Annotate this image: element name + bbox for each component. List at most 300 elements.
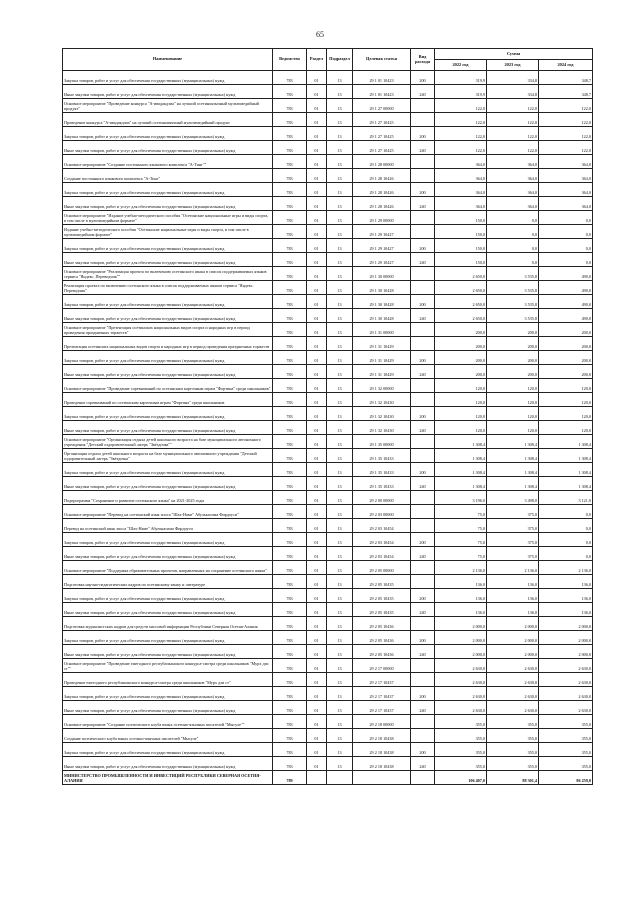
cell-name: Перевод на осетинский язык эпоса "Шах-Наме" Абулькасима Фирдоуси bbox=[63, 519, 273, 533]
cell-ved: 783 bbox=[273, 393, 307, 407]
cell-2024: 200,0 bbox=[539, 351, 593, 365]
cell-2023: 375,0 bbox=[487, 505, 539, 519]
cell-2023: 1 308,4 bbox=[487, 449, 539, 463]
table-row bbox=[63, 351, 593, 365]
cell-razdel: 01 bbox=[307, 239, 327, 253]
cell-podrazdel: 13 bbox=[327, 757, 353, 771]
table-row bbox=[63, 505, 593, 519]
cell-vr: 240 bbox=[411, 603, 435, 617]
cell-2023: 0,0 bbox=[487, 225, 539, 239]
cell-razdel: 01 bbox=[307, 127, 327, 141]
cell-name: Закупка товаров, работ и услуг для обеспечения государственных (муниципальных) нужд bbox=[63, 463, 273, 477]
cell-2022: 200,0 bbox=[435, 351, 487, 365]
cell-2022: 2 630,0 bbox=[435, 659, 487, 673]
table-row bbox=[63, 645, 593, 659]
cell-razdel: 01 bbox=[307, 729, 327, 743]
cell-vr bbox=[411, 267, 435, 281]
cell-ved: 783 bbox=[273, 477, 307, 491]
cell-2022: 355,0 bbox=[435, 757, 487, 771]
cell-ved: 783 bbox=[273, 127, 307, 141]
cell-2022: 2 136,0 bbox=[435, 561, 487, 575]
cell-cs: 29 1 27 10425 bbox=[353, 141, 411, 155]
cell-ved: 783 bbox=[273, 99, 307, 113]
cell-name: Основное мероприятие "Перевод на осетинский язык эпоса "Шах-Наме" Абулькасима Фирдоуси" bbox=[63, 505, 273, 519]
cell-podrazdel: 13 bbox=[327, 533, 353, 547]
cell-name: Основное мероприятие "Организация отдыха детей школьного возраста на базе муниципального автономного учреждения "Детский оздоровительный лагерь "Звёздочка"" bbox=[63, 435, 273, 449]
cell-vr bbox=[411, 715, 435, 729]
header-name: Наименование bbox=[63, 49, 273, 71]
cell-ved: 783 bbox=[273, 71, 307, 85]
cell-ved: 783 bbox=[273, 281, 307, 295]
cell-razdel: 01 bbox=[307, 71, 327, 85]
cell-name: Проведение конкурса "А-ивадакдзиа" на лучший осетиноязычный мультимедийный продукт bbox=[63, 113, 273, 127]
cell-name: Иные закупки товаров, работ и услуг для обеспечения государственных (муниципальных) нужд bbox=[63, 85, 273, 99]
cell-razdel: 01 bbox=[307, 183, 327, 197]
table-row bbox=[63, 113, 593, 127]
cell-2024: 348,7 bbox=[539, 71, 593, 85]
cell-name: Создание поэтического клуба юных осетино-язычных писателей "Мысуле" bbox=[63, 729, 273, 743]
cell-podrazdel: 13 bbox=[327, 337, 353, 351]
cell-2024: 2 000,0 bbox=[539, 617, 593, 631]
cell-2024: 3 121,0 bbox=[539, 491, 593, 505]
cell-2022: 364,0 bbox=[435, 197, 487, 211]
cell-cs: 29 1 29 10427 bbox=[353, 253, 411, 267]
cell-name: Презентация осетинских национальных видов спорта и народных игр в период проведения праздничных торжеств bbox=[63, 337, 273, 351]
cell-razdel: 01 bbox=[307, 155, 327, 169]
cell-2022: 150,0 bbox=[435, 253, 487, 267]
cell-2024: 122,0 bbox=[539, 99, 593, 113]
cell-podrazdel: 13 bbox=[327, 715, 353, 729]
cell-2023: 364,0 bbox=[487, 183, 539, 197]
header-2024: 2024 год bbox=[539, 60, 593, 71]
cell-2024: 0,0 bbox=[539, 225, 593, 239]
table-row bbox=[63, 673, 593, 687]
cell-vr: 200 bbox=[411, 687, 435, 701]
table-row bbox=[63, 463, 593, 477]
cell-2023: 355,0 bbox=[487, 757, 539, 771]
table-row bbox=[63, 407, 593, 421]
cell-podrazdel: 13 bbox=[327, 421, 353, 435]
cell-podrazdel: 13 bbox=[327, 645, 353, 659]
table-row bbox=[63, 309, 593, 323]
table-row bbox=[63, 141, 593, 155]
table-row bbox=[63, 337, 593, 351]
cell-razdel: 01 bbox=[307, 197, 327, 211]
cell-name: Основное мероприятие "Презентация осетинских национальных видов спорта и народных игр в период проведения праздничных торжеств" bbox=[63, 323, 273, 337]
header-summa: Сумма bbox=[435, 49, 593, 60]
cell-podrazdel: 13 bbox=[327, 85, 353, 99]
cell-podrazdel: 13 bbox=[327, 603, 353, 617]
cell-razdel: 01 bbox=[307, 99, 327, 113]
cell-podrazdel: 13 bbox=[327, 659, 353, 673]
table-row bbox=[63, 393, 593, 407]
cell-name: Иные закупки товаров, работ и услуг для обеспечения государственных (муниципальных) нужд bbox=[63, 421, 273, 435]
cell-cs: 29 2 03 10454 bbox=[353, 533, 411, 547]
cell-razdel: 01 bbox=[307, 379, 327, 393]
cell-vr bbox=[411, 225, 435, 239]
cell-vr bbox=[411, 113, 435, 127]
header-vr: Вид расхода bbox=[411, 49, 435, 71]
cell-2022: 2 630,0 bbox=[435, 687, 487, 701]
cell-podrazdel: 13 bbox=[327, 169, 353, 183]
cell-name: Основное мероприятие "Реализация проекта по включению осетинского языка в список поддерживаемых языков сервиса "Яндекс. Переводчик"" bbox=[63, 267, 273, 281]
table-row bbox=[63, 631, 593, 645]
cell-ved: 783 bbox=[273, 533, 307, 547]
cell-ved: 783 bbox=[273, 491, 307, 505]
cell-2024: 1 308,4 bbox=[539, 435, 593, 449]
cell-name: Подготовка журналистских кадров для средств массовой информации Республики Северная Осетия-Алания bbox=[63, 617, 273, 631]
cell-ved: 783 bbox=[273, 561, 307, 575]
cell-2024: 2 630,0 bbox=[539, 673, 593, 687]
cell-podrazdel: 13 bbox=[327, 519, 353, 533]
cell-cs: 29 2 05 10435 bbox=[353, 589, 411, 603]
cell-cs: 29 1 01 10423 bbox=[353, 85, 411, 99]
cell-razdel: 01 bbox=[307, 141, 327, 155]
table-row bbox=[63, 659, 593, 673]
cell-2023: 2 000,0 bbox=[487, 631, 539, 645]
cell-vr: 200 bbox=[411, 407, 435, 421]
cell-razdel: 01 bbox=[307, 337, 327, 351]
cell-razdel: 01 bbox=[307, 477, 327, 491]
cell-razdel: 01 bbox=[307, 533, 327, 547]
cell-2024: 490,0 bbox=[539, 281, 593, 295]
cell-2024: 200,0 bbox=[539, 337, 593, 351]
cell-2023: 3 535,8 bbox=[487, 309, 539, 323]
cell-2022: 1 308,4 bbox=[435, 435, 487, 449]
cell-name: Закупка товаров, работ и услуг для обеспечения государственных (муниципальных) нужд bbox=[63, 239, 273, 253]
cell-2023: 122,0 bbox=[487, 141, 539, 155]
cell-cs: 29 1 27 10425 bbox=[353, 113, 411, 127]
cell-2022: 122,0 bbox=[435, 113, 487, 127]
cell-cs: 29 1 35 00000 bbox=[353, 435, 411, 449]
cell-name: Иные закупки товаров, работ и услуг для обеспечения государственных (муниципальных) нужд bbox=[63, 757, 273, 771]
cell-ved: 783 bbox=[273, 169, 307, 183]
cell-razdel: 01 bbox=[307, 603, 327, 617]
cell-ved: 783 bbox=[273, 337, 307, 351]
table-row bbox=[63, 715, 593, 729]
cell-cs bbox=[353, 771, 411, 785]
cell-2022: 319,9 bbox=[435, 85, 487, 99]
table-row bbox=[63, 449, 593, 463]
cell-razdel: 01 bbox=[307, 253, 327, 267]
cell-2022: 150,0 bbox=[435, 211, 487, 225]
cell-2024: 0,0 bbox=[539, 505, 593, 519]
cell-ved: 783 bbox=[273, 743, 307, 757]
cell-cs: 29 1 28 00000 bbox=[353, 155, 411, 169]
cell-2023: 2 630,0 bbox=[487, 701, 539, 715]
cell-2024: 122,0 bbox=[539, 141, 593, 155]
table-row bbox=[63, 701, 593, 715]
cell-2022: 2 000,0 bbox=[435, 645, 487, 659]
cell-ved: 783 bbox=[273, 715, 307, 729]
cell-2023: 1 308,4 bbox=[487, 477, 539, 491]
cell-name: Создание постоянного языкового комплекса "А-Тинг" bbox=[63, 169, 273, 183]
cell-vr: 240 bbox=[411, 85, 435, 99]
cell-razdel: 01 bbox=[307, 743, 327, 757]
cell-name: Основное мероприятие "Проведение ежегодного республиканского конкурса-смотра среди школьников "Мурх дзи ст"" bbox=[63, 659, 273, 673]
cell-2022: 75,0 bbox=[435, 547, 487, 561]
cell-2024: 355,0 bbox=[539, 729, 593, 743]
cell-cs: 29 2 05 10436 bbox=[353, 631, 411, 645]
cell-2023: 2 000,0 bbox=[487, 645, 539, 659]
cell-ved: 783 bbox=[273, 701, 307, 715]
cell-cs: 29 1 29 10427 bbox=[353, 225, 411, 239]
cell-ved: 783 bbox=[273, 295, 307, 309]
cell-2023: 200,0 bbox=[487, 323, 539, 337]
table-row bbox=[63, 771, 593, 785]
table-row bbox=[63, 239, 593, 253]
table-row bbox=[63, 729, 593, 743]
cell-vr: 240 bbox=[411, 253, 435, 267]
cell-razdel: 01 bbox=[307, 85, 327, 99]
cell-cs: 29 1 27 00000 bbox=[353, 99, 411, 113]
cell-ved: 783 bbox=[273, 421, 307, 435]
cell-2024: 2 000,0 bbox=[539, 645, 593, 659]
cell-podrazdel: 13 bbox=[327, 253, 353, 267]
cell-2022: 120,0 bbox=[435, 407, 487, 421]
table-row bbox=[63, 71, 593, 85]
cell-cs: 29 1 35 10433 bbox=[353, 449, 411, 463]
cell-cs: 29 2 05 10436 bbox=[353, 617, 411, 631]
cell-cs: 29 2 00 00000 bbox=[353, 491, 411, 505]
cell-vr: 240 bbox=[411, 645, 435, 659]
cell-2022: 355,0 bbox=[435, 743, 487, 757]
cell-name: Иные закупки товаров, работ и услуг для обеспечения государственных (муниципальных) нужд bbox=[63, 477, 273, 491]
cell-2024: 136,0 bbox=[539, 589, 593, 603]
table-row bbox=[63, 421, 593, 435]
table-row bbox=[63, 225, 593, 239]
cell-podrazdel: 13 bbox=[327, 547, 353, 561]
cell-vr bbox=[411, 449, 435, 463]
cell-ved: 783 bbox=[273, 197, 307, 211]
cell-2023: 355,0 bbox=[487, 743, 539, 757]
cell-vr bbox=[411, 491, 435, 505]
cell-2022: 120,0 bbox=[435, 393, 487, 407]
cell-2024: 355,0 bbox=[539, 757, 593, 771]
cell-2023: 375,0 bbox=[487, 547, 539, 561]
cell-2024: 1 308,4 bbox=[539, 463, 593, 477]
cell-podrazdel: 13 bbox=[327, 71, 353, 85]
cell-podrazdel: 13 bbox=[327, 267, 353, 281]
cell-vr: 200 bbox=[411, 351, 435, 365]
cell-podrazdel: 13 bbox=[327, 323, 353, 337]
cell-vr: 200 bbox=[411, 743, 435, 757]
cell-2023: 136,0 bbox=[487, 589, 539, 603]
cell-podrazdel: 13 bbox=[327, 393, 353, 407]
cell-podrazdel: 13 bbox=[327, 113, 353, 127]
cell-2023: 0,0 bbox=[487, 211, 539, 225]
cell-cs: 29 1 31 00000 bbox=[353, 323, 411, 337]
cell-razdel: 01 bbox=[307, 407, 327, 421]
table-row bbox=[63, 561, 593, 575]
cell-2022: 106 407,0 bbox=[435, 771, 487, 785]
cell-cs: 29 1 32 10430 bbox=[353, 393, 411, 407]
cell-cs: 29 1 30 10428 bbox=[353, 281, 411, 295]
cell-cs: 29 1 31 10429 bbox=[353, 351, 411, 365]
cell-razdel: 01 bbox=[307, 309, 327, 323]
cell-cs: 29 2 05 10435 bbox=[353, 603, 411, 617]
cell-2022: 2 630,0 bbox=[435, 673, 487, 687]
cell-ved: 783 bbox=[273, 603, 307, 617]
cell-2023: 200,0 bbox=[487, 337, 539, 351]
cell-cs: 29 2 05 00000 bbox=[353, 561, 411, 575]
cell-2023: 3 535,8 bbox=[487, 267, 539, 281]
cell-cs: 29 1 31 10429 bbox=[353, 365, 411, 379]
cell-2024: 355,0 bbox=[539, 715, 593, 729]
cell-name: Закупка товаров, работ и услуг для обеспечения государственных (муниципальных) нужд bbox=[63, 351, 273, 365]
cell-podrazdel: 13 bbox=[327, 295, 353, 309]
cell-2024: 490,0 bbox=[539, 267, 593, 281]
cell-podrazdel: 13 bbox=[327, 561, 353, 575]
cell-podrazdel: 13 bbox=[327, 379, 353, 393]
cell-2022: 200,0 bbox=[435, 337, 487, 351]
cell-2022: 200,0 bbox=[435, 365, 487, 379]
cell-2022: 2 000,0 bbox=[435, 617, 487, 631]
table-row bbox=[63, 281, 593, 295]
cell-name: Иные закупки товаров, работ и услуг для обеспечения государственных (муниципальных) нужд bbox=[63, 701, 273, 715]
cell-ved: 783 bbox=[273, 645, 307, 659]
page-number: 65 bbox=[316, 30, 324, 39]
cell-cs: 29 1 29 10427 bbox=[353, 239, 411, 253]
cell-2023: 122,0 bbox=[487, 99, 539, 113]
cell-cs: 29 2 18 10438 bbox=[353, 729, 411, 743]
cell-2024: 2 630,0 bbox=[539, 659, 593, 673]
cell-2024: 364,0 bbox=[539, 169, 593, 183]
cell-ved: 783 bbox=[273, 407, 307, 421]
cell-2022: 1 308,4 bbox=[435, 449, 487, 463]
cell-cs: 29 1 32 00000 bbox=[353, 379, 411, 393]
cell-ved: 783 bbox=[273, 589, 307, 603]
cell-2023: 364,0 bbox=[487, 197, 539, 211]
cell-podrazdel: 13 bbox=[327, 463, 353, 477]
cell-2023: 136,0 bbox=[487, 575, 539, 589]
cell-ved: 783 bbox=[273, 435, 307, 449]
cell-razdel: 01 bbox=[307, 463, 327, 477]
table-row bbox=[63, 183, 593, 197]
cell-razdel: 01 bbox=[307, 113, 327, 127]
cell-podrazdel: 13 bbox=[327, 477, 353, 491]
cell-podrazdel: 13 bbox=[327, 743, 353, 757]
cell-2022: 364,0 bbox=[435, 169, 487, 183]
cell-2023: 355,0 bbox=[487, 715, 539, 729]
cell-2023: 120,0 bbox=[487, 421, 539, 435]
cell-podrazdel: 13 bbox=[327, 617, 353, 631]
cell-ved: 783 bbox=[273, 449, 307, 463]
cell-2023: 3 535,8 bbox=[487, 295, 539, 309]
table-row bbox=[63, 295, 593, 309]
cell-podrazdel: 13 bbox=[327, 701, 353, 715]
cell-ved: 783 bbox=[273, 365, 307, 379]
table-row bbox=[63, 603, 593, 617]
cell-vr: 200 bbox=[411, 463, 435, 477]
cell-cs: 29 1 28 10426 bbox=[353, 169, 411, 183]
cell-2024: 348,7 bbox=[539, 85, 593, 99]
cell-vr bbox=[411, 379, 435, 393]
cell-cs: 29 1 28 10426 bbox=[353, 183, 411, 197]
cell-ved: 783 bbox=[273, 659, 307, 673]
cell-cs: 29 2 03 10454 bbox=[353, 547, 411, 561]
cell-podrazdel: 13 bbox=[327, 435, 353, 449]
cell-name: Издание учебно-методического пособия "Осетинские национальные игры и виды спорта, в том числе в мультимедийном формате" bbox=[63, 225, 273, 239]
cell-razdel: 01 bbox=[307, 295, 327, 309]
cell-2023: 0,0 bbox=[487, 239, 539, 253]
cell-2023: 375,0 bbox=[487, 533, 539, 547]
cell-vr: 240 bbox=[411, 421, 435, 435]
cell-vr bbox=[411, 337, 435, 351]
cell-cs: 29 1 01 10423 bbox=[353, 71, 411, 85]
cell-vr: 240 bbox=[411, 701, 435, 715]
cell-2023: 122,0 bbox=[487, 113, 539, 127]
cell-vr bbox=[411, 519, 435, 533]
cell-podrazdel: 13 bbox=[327, 183, 353, 197]
cell-cs: 29 1 32 10430 bbox=[353, 421, 411, 435]
cell-name: Подпрограмма "Сохранение и развитие осетинского языка" на 2021-2025 годы bbox=[63, 491, 273, 505]
table-header bbox=[63, 49, 593, 71]
cell-name: Основное мероприятие "Создание поэтического клуба юных осетино-язычных писателей "Мысуле"" bbox=[63, 715, 273, 729]
cell-name: Основное мероприятие "Проведение конкурса "А-ивадакдзиа" на лучший осетиноязычный мультимедийный продукт" bbox=[63, 99, 273, 113]
cell-2022: 120,0 bbox=[435, 421, 487, 435]
cell-razdel: 01 bbox=[307, 659, 327, 673]
table-row bbox=[63, 589, 593, 603]
cell-podrazdel bbox=[327, 771, 353, 785]
cell-ved: 783 bbox=[273, 617, 307, 631]
cell-ved: 789 bbox=[273, 771, 307, 785]
cell-ved: 783 bbox=[273, 575, 307, 589]
cell-name: Организация отдыха детей школьного возраста на базе муниципального автономного учреждения "Детский оздоровительный лагерь "Звёздочка" bbox=[63, 449, 273, 463]
cell-2023: 2 000,0 bbox=[487, 617, 539, 631]
table-row bbox=[63, 211, 593, 225]
cell-razdel: 01 bbox=[307, 267, 327, 281]
cell-2023: 375,0 bbox=[487, 519, 539, 533]
cell-ved: 783 bbox=[273, 757, 307, 771]
cell-2022: 150,0 bbox=[435, 239, 487, 253]
table-row bbox=[63, 547, 593, 561]
cell-podrazdel: 13 bbox=[327, 127, 353, 141]
cell-ved: 783 bbox=[273, 519, 307, 533]
cell-razdel: 01 bbox=[307, 211, 327, 225]
cell-vr: 200 bbox=[411, 533, 435, 547]
cell-ved: 783 bbox=[273, 155, 307, 169]
table-row bbox=[63, 757, 593, 771]
cell-cs: 29 2 17 10437 bbox=[353, 701, 411, 715]
cell-vr bbox=[411, 617, 435, 631]
cell-2023: 3 498,0 bbox=[487, 491, 539, 505]
cell-2022: 3 196,0 bbox=[435, 491, 487, 505]
table-row bbox=[63, 127, 593, 141]
cell-vr: 200 bbox=[411, 127, 435, 141]
cell-2024: 2 136,0 bbox=[539, 561, 593, 575]
cell-ved: 783 bbox=[273, 267, 307, 281]
cell-2024: 0,0 bbox=[539, 211, 593, 225]
cell-podrazdel: 13 bbox=[327, 729, 353, 743]
cell-ved: 783 bbox=[273, 379, 307, 393]
cell-razdel: 01 bbox=[307, 169, 327, 183]
cell-name: Основное мероприятие "Издание учебно-методического пособия "Осетинские национальные игры и виды спорта, в том числе в мультимедийном формате" bbox=[63, 211, 273, 225]
cell-2022: 355,0 bbox=[435, 715, 487, 729]
cell-vr bbox=[411, 435, 435, 449]
header-ved: Ведомство bbox=[273, 49, 307, 71]
cell-name: Проведение ежегодного республиканского конкурса-смотра среди школьников "Мурх дзи ст" bbox=[63, 673, 273, 687]
cell-name: Закупка товаров, работ и услуг для обеспечения государственных (муниципальных) нужд bbox=[63, 183, 273, 197]
cell-vr: 200 bbox=[411, 183, 435, 197]
table-row bbox=[63, 519, 593, 533]
cell-2024: 364,0 bbox=[539, 183, 593, 197]
cell-2024: 0,0 bbox=[539, 547, 593, 561]
cell-vr: 240 bbox=[411, 365, 435, 379]
cell-2023: 0,0 bbox=[487, 253, 539, 267]
cell-vr: 200 bbox=[411, 631, 435, 645]
cell-2023: 334,8 bbox=[487, 71, 539, 85]
